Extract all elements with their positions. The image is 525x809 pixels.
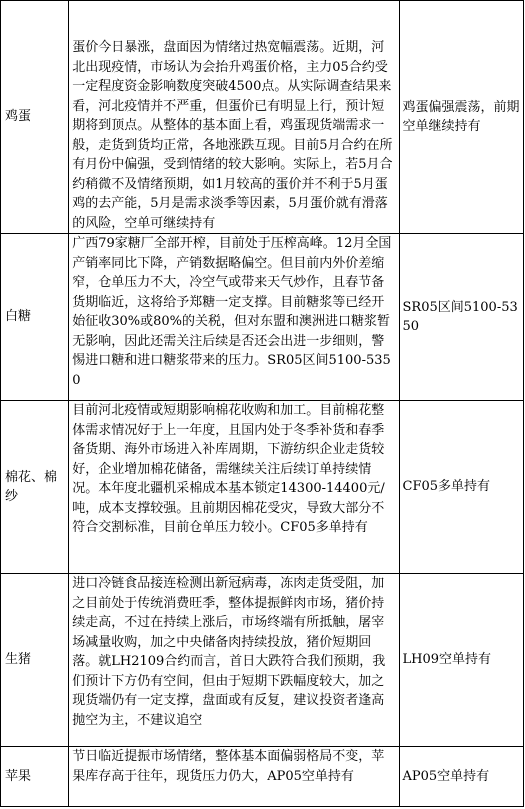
commodity-name-cell: 生猪 xyxy=(1,574,69,747)
table-row-eggs xyxy=(1,1,524,234)
table-row-apples xyxy=(1,747,524,807)
view-cell: LH09空单持有 xyxy=(399,574,524,747)
view-cell: CF05多单持有 xyxy=(399,401,524,574)
table-row-hogs xyxy=(1,574,524,747)
table-row-cotton xyxy=(1,401,524,574)
commodity-name-cell: 白糖 xyxy=(1,234,69,401)
analysis-cell: 进口冷链食品接连检测出新冠病毒，冻肉走货受阻，加之目前处于传统消费旺季，整体提振鲜肉市场，猪价持续走高，不过在持续上涨后，市场终端有所抵触，屠宰场减量收购，加之中央储备肉持续投放，猪价短期回落。就LH2109合约而言，首日大跌符合我们预期，我们预计下方仍有空间，但由于短期下跌幅度较大，加之现货端仍有一定支撑，盘面或有反复，建议投资者逢高抛空为主，不建议追空 xyxy=(69,574,399,747)
view-cell: SR05区间5100-5350 xyxy=(399,234,524,401)
commodity-name-cell: 棉花、棉纱 xyxy=(1,401,69,574)
analysis-cell: 节日临近提振市场情绪，整体基本面偏弱格局不变，苹果库存高于往年，现货压力仍大，AP05空单持有 xyxy=(69,747,399,807)
analysis-cell: 广西79家糖厂全部开榨，目前处于压榨高峰。12月全国产销率同比下降，产销数据略偏空。但目前内外价差缩窄，仓单压力不大，冷空气或带来天气炒作，且春节备货期临近，这将给予郑糖一定支撑。目前糖浆等已经开始征收30%或80%的关税，但对东盟和澳洲进口糖浆暂无影响，因此还需关注后续是否还会出进一步细则，警惕进口糖和进口糖浆带来的压力。SR05区间5100-5350 xyxy=(69,234,399,401)
commodity-name-cell: 鸡蛋 xyxy=(1,1,69,234)
commodity-name-cell: 苹果 xyxy=(1,747,69,807)
view-cell: 鸡蛋偏强震荡，前期空单继续持有 xyxy=(399,1,524,234)
analysis-cell: 蛋价今日暴涨，盘面因为情绪过热宽幅震荡。近期，河北出现疫情，市场认为会抬升鸡蛋价格，主力05合约受一定程度资金影响数度突破4500点。从实际调查结果来看，河北疫情并不严重，但蛋价已有明显上行，预计短期将到顶点。从整体的基本面上看，鸡蛋现货端需求一般，走货到货均正常，各地涨跌互现。目前5月合约在所有月份中偏强，受到情绪的较大影响。实际上，若5月合约稍微不及情绪预期，如1月较高的蛋价并不利于5月蛋鸡的去产能，5月是需求淡季等因素，5月蛋价就有滑落的风险，空单可继续持有 xyxy=(69,1,399,234)
analysis-cell: 目前河北疫情或短期影响棉花收购和加工。目前棉花整体需求情况好于上一年度，且国内处于冬季补货和春季备货期、海外市场进入补库周期，下游纺织企业走货较好，企业增加棉花储备，需继续关注后续订单持续情况。本年度北疆机采棉成本基本锁定14300-14400元/吨，成本支撑较强。且前期因棉花受灾，导致大部分不符合交割标准，目前仓单压力较小。CF05多单持有 xyxy=(69,401,399,574)
table-row-sugar xyxy=(1,234,524,401)
view-cell: AP05空单持有 xyxy=(399,747,524,807)
